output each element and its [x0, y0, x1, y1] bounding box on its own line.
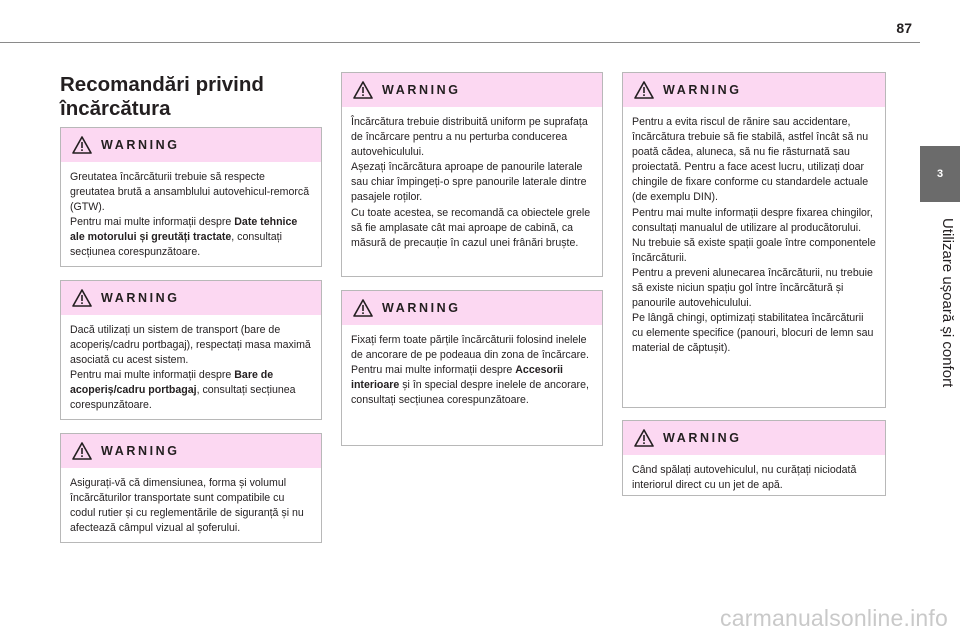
warning-title: WARNING	[382, 301, 461, 315]
warning-text: Pentru a evita riscul de rănire sau accidentare, încărcătura trebuie să fie stabilă, astfel încât să nu poată cădea, aluneca, să nu fie răsturnată sau proiectată. Pentru a face acest lucru, utilizați doar chingile de fixare conforme cu standardele actuale (de exemplu DIN).	[632, 116, 869, 204]
warning-text: Dacă utilizați un sistem de transport (bare de acoperiș/cadru portbagaj), respectați masa maximă asociată cu acest sistem.	[70, 324, 311, 367]
warning-title: WARNING	[101, 291, 180, 305]
warning-text: Pe lângă chingi, optimizați stabilitatea încărcăturii cu elemente specifice (panouri, blocuri de lemn sau material de căptușit).	[632, 312, 874, 355]
header-rule	[0, 42, 920, 43]
warning-body	[61, 468, 321, 542]
warning-box-distribution	[341, 72, 603, 277]
warning-text: Încărcătura trebuie distribuită uniform pe suprafața de încărcare pentru a nu perturba conducerea autovehiculului.	[351, 116, 588, 159]
warning-body	[342, 107, 602, 257]
warning-text: Așezați încărcătura aproape de panourile laterale sau chiar împingeți-o spre panourile laterale dintre pasajele roților.	[351, 161, 587, 204]
warning-header	[61, 281, 321, 315]
warning-text: Pentru mai multe informații despre Accesorii interioare și în special despre inelele de ancorare, consultați secțiunea corespunzătoare.	[351, 364, 589, 407]
chapter-tab[interactable]	[920, 146, 960, 202]
warning-box-washing	[622, 420, 886, 496]
warning-header	[61, 128, 321, 162]
warning-body	[623, 455, 885, 499]
warning-title: WARNING	[101, 444, 180, 458]
cross-reference-link[interactable]: Date tehnice ale motorului și greutăți tractate	[70, 216, 298, 244]
warning-body	[61, 162, 321, 267]
warning-header	[623, 73, 885, 107]
warning-title: WARNING	[663, 83, 742, 97]
section-title: Recomandări privind încărcătura	[60, 73, 264, 120]
warning-box-anchoring	[341, 290, 603, 446]
watermark: carmanualsonline.info	[720, 605, 948, 631]
warning-triangle-icon	[353, 81, 373, 99]
warning-text: Asigurați-vă că dimensiunea, forma și volumul încărcăturilor transportate sunt compatibile cu codul rutier și cu reglementările de siguranță și nu afectează câmpul vizual al șoferului.	[70, 477, 304, 535]
warning-body	[623, 107, 885, 363]
warning-triangle-icon	[72, 442, 92, 460]
warning-header	[61, 434, 321, 468]
warning-text: Pentru mai multe informații despre Bare de acoperiș/cadru portbagaj, consultați secțiunea corespunzătoare.	[70, 369, 296, 412]
cross-reference-link[interactable]: Bare de acoperiș/cadru portbagaj	[70, 369, 274, 397]
warning-header	[623, 421, 885, 455]
warning-triangle-icon	[353, 299, 373, 317]
chapter-title: Utilizare ușoară și confort	[939, 218, 956, 388]
warning-title: WARNING	[382, 83, 461, 97]
warning-text: Pentru mai multe informații despre fixarea chingilor, consultați manualul de utilizare al producătorului.	[632, 206, 873, 234]
warning-body	[61, 315, 321, 420]
warning-header	[342, 73, 602, 107]
warning-title: WARNING	[101, 138, 180, 152]
warning-text: Fixați ferm toate părțile încărcăturii folosind inelele de ancorare de pe podeaua din zona de încărcare.	[351, 334, 589, 362]
warning-text: Greutatea încărcăturii trebuie să respecte greutatea brută a ansamblului autovehicul-remorcă (GTW).	[70, 171, 310, 214]
warning-body	[342, 325, 602, 414]
warning-text: Cu toate acestea, se recomandă ca obiectele grele să fie amplasate cât mai aproape de cabină, ca măsură de precauție în cazul unei frânări bruște.	[351, 206, 591, 249]
warning-box-roof-rack	[60, 280, 322, 420]
warning-box-stability	[622, 72, 886, 408]
warning-header	[342, 291, 602, 325]
warning-box-gtw	[60, 127, 322, 267]
warning-text: Pentru mai multe informații despre Date tehnice ale motorului și greutăți tractate, consultați secțiunea corespunzătoare.	[70, 216, 298, 259]
cross-reference-link[interactable]: Accesorii interioare	[351, 364, 563, 392]
warning-box-dimensions	[60, 433, 322, 543]
page-number: 87	[896, 20, 912, 36]
warning-triangle-icon	[634, 81, 654, 99]
warning-title: WARNING	[663, 431, 742, 445]
warning-triangle-icon	[72, 289, 92, 307]
warning-triangle-icon	[72, 136, 92, 154]
warning-text: Când spălați autovehiculul, nu curățați niciodată interiorul direct cu un jet de apă.	[632, 464, 857, 492]
warning-text: Nu trebuie să existe spații goale între componentele încărcăturii.	[632, 236, 876, 264]
chapter-number: 3	[936, 168, 944, 180]
warning-triangle-icon	[634, 429, 654, 447]
warning-text: Pentru a preveni alunecarea încărcăturii, nu trebuie să existe niciun spațiu gol între încărcătură și panourile autovehiculului.	[632, 266, 873, 310]
